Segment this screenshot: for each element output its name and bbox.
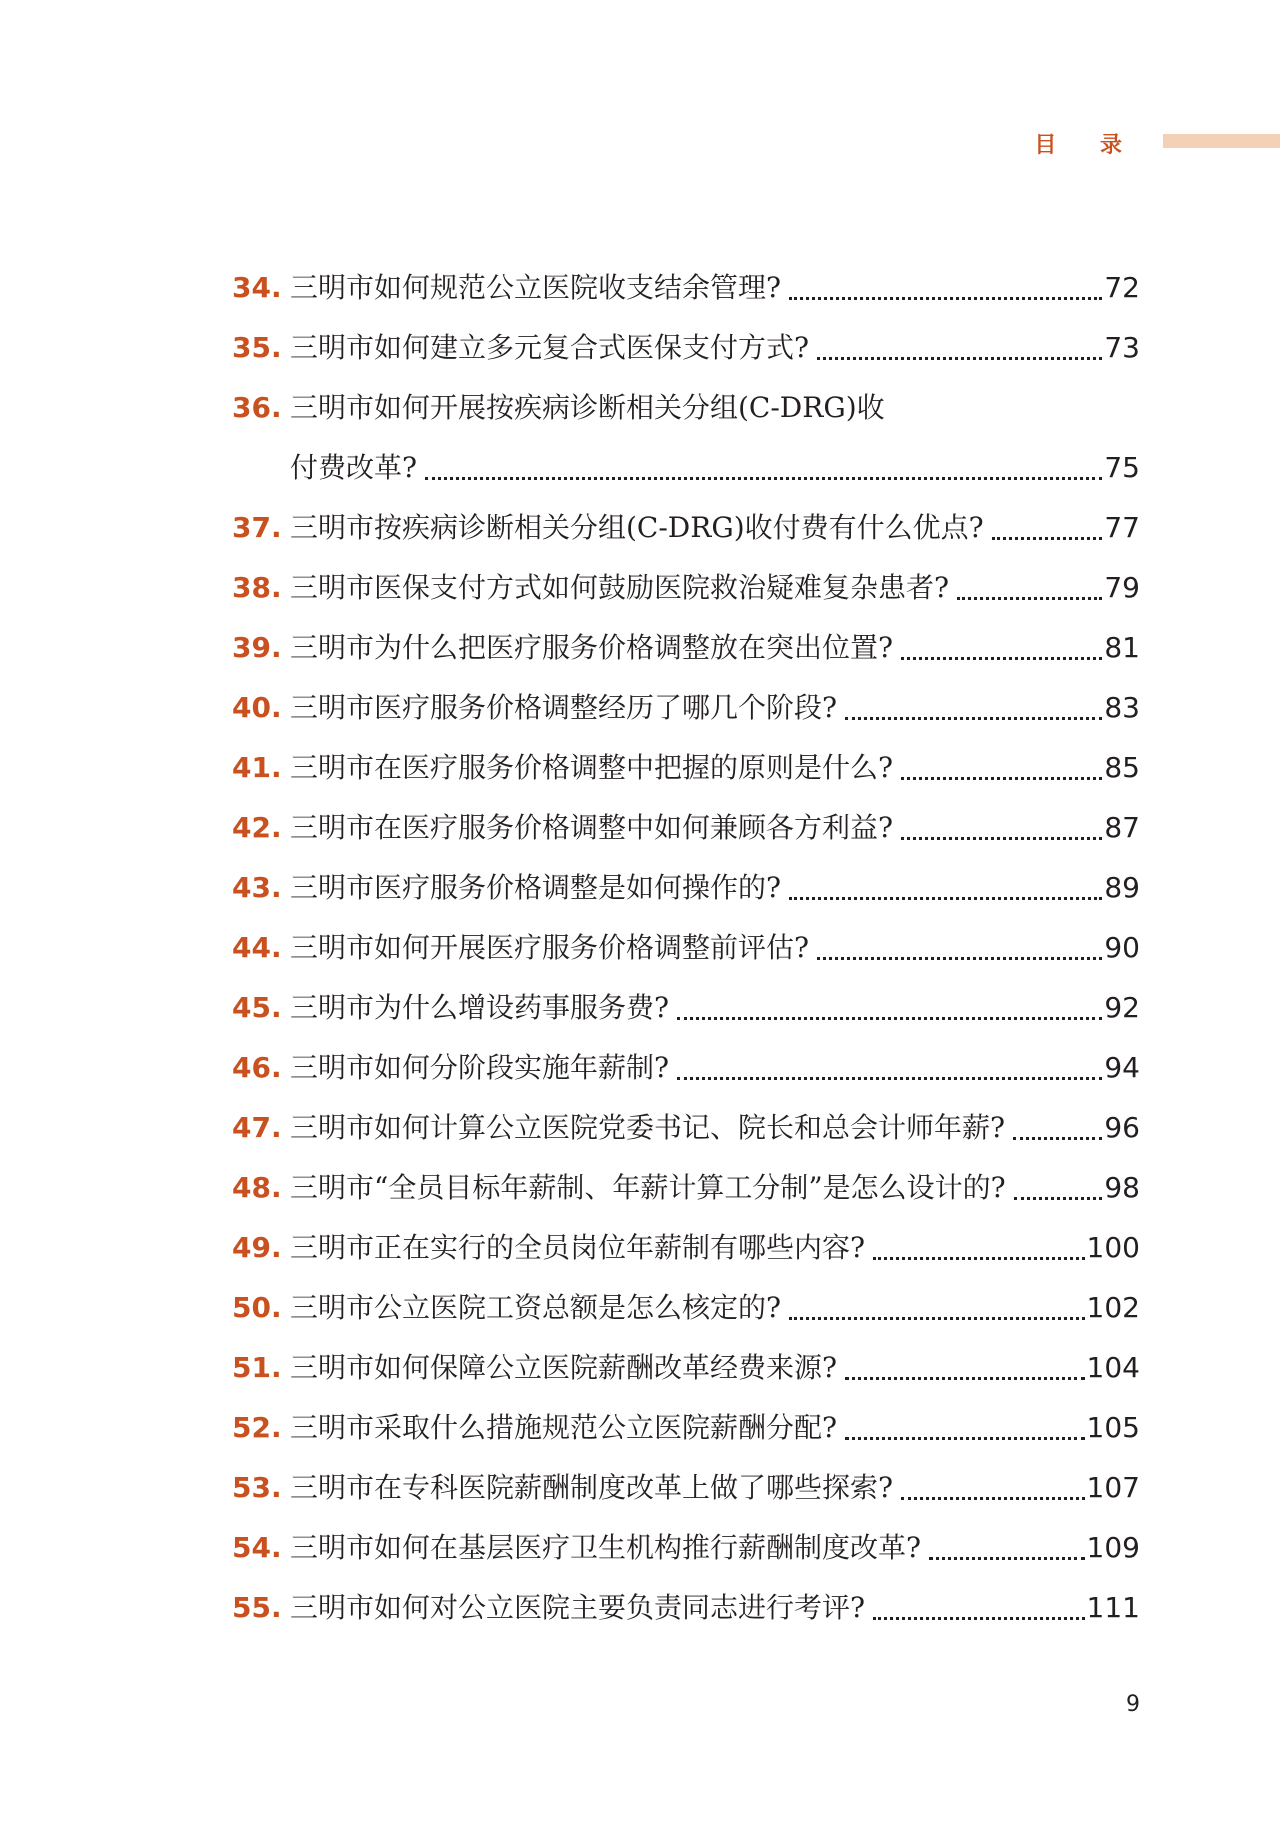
toc-entry-title: 三明市医疗服务价格调整是如何操作的?: [290, 871, 782, 904]
header-title: 目 录: [1034, 133, 1140, 158]
toc-entry-title: 三明市为什么增设药事服务费?: [290, 991, 670, 1024]
toc-entry[interactable]: [232, 498, 1140, 558]
toc-entry[interactable]: [232, 678, 1140, 738]
toc-entry-number: 52.: [232, 1411, 282, 1444]
toc-entry-page: 87: [1104, 811, 1140, 844]
toc-entry-page: 107: [1086, 1471, 1140, 1504]
toc-entry-continuation[interactable]: [232, 438, 1140, 498]
toc-entry-title: 三明市在医疗服务价格调整中如何兼顾各方利益?: [290, 811, 894, 844]
leader-dots: [873, 1256, 1085, 1260]
toc-entry-title: 三明市医疗服务价格调整经历了哪几个阶段?: [290, 691, 838, 724]
toc-entry-page: 83: [1104, 691, 1140, 724]
leader-dots: [901, 656, 1102, 660]
leader-dots: [677, 1016, 1102, 1020]
toc-entry-title: 三明市如何分阶段实施年薪制?: [290, 1051, 670, 1084]
leader-dots: [789, 896, 1102, 900]
toc-entry[interactable]: [232, 378, 1140, 438]
page-number: 9: [1126, 1692, 1140, 1717]
toc-entry[interactable]: [232, 258, 1140, 318]
leader-dots: [845, 1436, 1085, 1440]
leader-dots: [425, 476, 1102, 480]
toc-entry-title: 三明市“全员目标年薪制、年薪计算工分制”是怎么设计的?: [290, 1171, 1006, 1204]
toc-entry[interactable]: [232, 858, 1140, 918]
toc-entry-number: 48.: [232, 1171, 282, 1204]
toc-entry-number: 45.: [232, 991, 282, 1024]
toc-entry[interactable]: [232, 978, 1140, 1038]
toc-entry-title: 三明市为什么把医疗服务价格调整放在突出位置?: [290, 631, 894, 664]
toc-entry-page: 89: [1104, 871, 1140, 904]
toc-entry-number: 49.: [232, 1231, 282, 1264]
toc-entry[interactable]: [232, 558, 1140, 618]
toc-entry-title: 三明市在医疗服务价格调整中把握的原则是什么?: [290, 751, 894, 784]
toc-entry-number: 39.: [232, 631, 282, 664]
toc-entry-page: 85: [1104, 751, 1140, 784]
toc-entry-title: 三明市如何建立多元复合式医保支付方式?: [290, 331, 810, 364]
toc-entry-number: 36.: [232, 391, 282, 424]
toc-entry-number: 38.: [232, 571, 282, 604]
toc-entry-title: 三明市如何保障公立医院薪酬改革经费来源?: [290, 1351, 838, 1384]
leader-dots: [1014, 1196, 1103, 1200]
toc-entry-page: 96: [1104, 1111, 1140, 1144]
toc-entry[interactable]: [232, 1098, 1140, 1158]
toc-entry-page: 94: [1104, 1051, 1140, 1084]
toc-entry-number: 41.: [232, 751, 282, 784]
toc-entry-page: 104: [1086, 1351, 1140, 1384]
toc-entry[interactable]: [232, 1338, 1140, 1398]
leader-dots: [957, 596, 1102, 600]
toc-entry-number: 55.: [232, 1591, 282, 1624]
leader-dots: [992, 536, 1103, 540]
toc-entry-title: 三明市如何在基层医疗卫生机构推行薪酬制度改革?: [290, 1531, 922, 1564]
toc-entry-number: 37.: [232, 511, 282, 544]
toc-entry[interactable]: [232, 918, 1140, 978]
toc-entry-page: 98: [1104, 1171, 1140, 1204]
leader-dots: [817, 956, 1102, 960]
toc-entry-title: 三明市在专科医院薪酬制度改革上做了哪些探索?: [290, 1471, 894, 1504]
toc-entry-page: 109: [1086, 1531, 1140, 1564]
toc-entry-title: 三明市按疾病诊断相关分组(C-DRG)收付费有什么优点?: [290, 511, 984, 544]
leader-dots: [901, 776, 1102, 780]
toc-entry-title: 三明市正在实行的全员岗位年薪制有哪些内容?: [290, 1231, 866, 1264]
toc-entry-title: 三明市公立医院工资总额是怎么核定的?: [290, 1291, 782, 1324]
toc-entry-number: 51.: [232, 1351, 282, 1384]
table-of-contents: [232, 258, 1140, 1638]
toc-entry[interactable]: [232, 1458, 1140, 1518]
toc-entry[interactable]: [232, 1038, 1140, 1098]
leader-dots: [845, 716, 1102, 720]
toc-entry-page: 73: [1104, 331, 1140, 364]
toc-entry[interactable]: [232, 738, 1140, 798]
toc-entry[interactable]: [232, 1578, 1140, 1638]
toc-entry-page: 81: [1104, 631, 1140, 664]
toc-entry-title: 三明市医保支付方式如何鼓励医院救治疑难复杂患者?: [290, 571, 950, 604]
leader-dots: [789, 1316, 1085, 1320]
toc-entry[interactable]: [232, 1518, 1140, 1578]
toc-entry-number: 43.: [232, 871, 282, 904]
toc-entry-page: 75: [1104, 451, 1140, 484]
leader-dots: [677, 1076, 1102, 1080]
toc-entry-number: 34.: [232, 271, 282, 304]
leader-dots: [817, 356, 1102, 360]
toc-entry-page: 100: [1086, 1231, 1140, 1264]
toc-entry-page: 72: [1104, 271, 1140, 304]
toc-entry-page: 92: [1104, 991, 1140, 1024]
toc-entry[interactable]: [232, 798, 1140, 858]
toc-entry-page: 90: [1104, 931, 1140, 964]
header-accent-bar: [1163, 134, 1280, 148]
toc-entry-number: 46.: [232, 1051, 282, 1084]
toc-entry-number: 50.: [232, 1291, 282, 1324]
toc-entry-page: 111: [1086, 1591, 1140, 1624]
toc-entry-number: 40.: [232, 691, 282, 724]
leader-dots: [901, 836, 1102, 840]
leader-dots: [873, 1616, 1085, 1620]
toc-entry-title: 三明市如何规范公立医院收支结余管理?: [290, 271, 782, 304]
toc-entry-page: 105: [1086, 1411, 1140, 1444]
toc-entry[interactable]: [232, 1398, 1140, 1458]
toc-entry-page: 79: [1104, 571, 1140, 604]
leader-dots: [789, 296, 1102, 300]
toc-entry-page: 102: [1086, 1291, 1140, 1324]
toc-entry[interactable]: [232, 618, 1140, 678]
toc-entry[interactable]: [232, 318, 1140, 378]
leader-dots: [929, 1556, 1085, 1560]
toc-entry-title: 三明市如何开展按疾病诊断相关分组(C-DRG)收: [290, 391, 885, 424]
toc-entry-title: 三明市如何开展医疗服务价格调整前评估?: [290, 931, 810, 964]
toc-entry[interactable]: [232, 1158, 1140, 1218]
toc-entry-number: 47.: [232, 1111, 282, 1144]
toc-entry-title: 三明市如何计算公立医院党委书记、院长和总会计师年薪?: [290, 1111, 1006, 1144]
toc-entry-number: 44.: [232, 931, 282, 964]
toc-entry[interactable]: [232, 1218, 1140, 1278]
toc-entry-number: 53.: [232, 1471, 282, 1504]
toc-entry-title-continuation: 付费改革?: [290, 451, 418, 484]
toc-entry-number: 35.: [232, 331, 282, 364]
leader-dots: [901, 1496, 1085, 1500]
page-header: [0, 122, 1280, 162]
toc-entry-title: 三明市如何对公立医院主要负责同志进行考评?: [290, 1591, 866, 1624]
toc-entry[interactable]: [232, 1278, 1140, 1338]
toc-entry-number: 54.: [232, 1531, 282, 1564]
toc-entry-page: 77: [1104, 511, 1140, 544]
toc-entry-number: 42.: [232, 811, 282, 844]
leader-dots: [1013, 1136, 1102, 1140]
toc-entry-title: 三明市采取什么措施规范公立医院薪酬分配?: [290, 1411, 838, 1444]
leader-dots: [845, 1376, 1085, 1380]
